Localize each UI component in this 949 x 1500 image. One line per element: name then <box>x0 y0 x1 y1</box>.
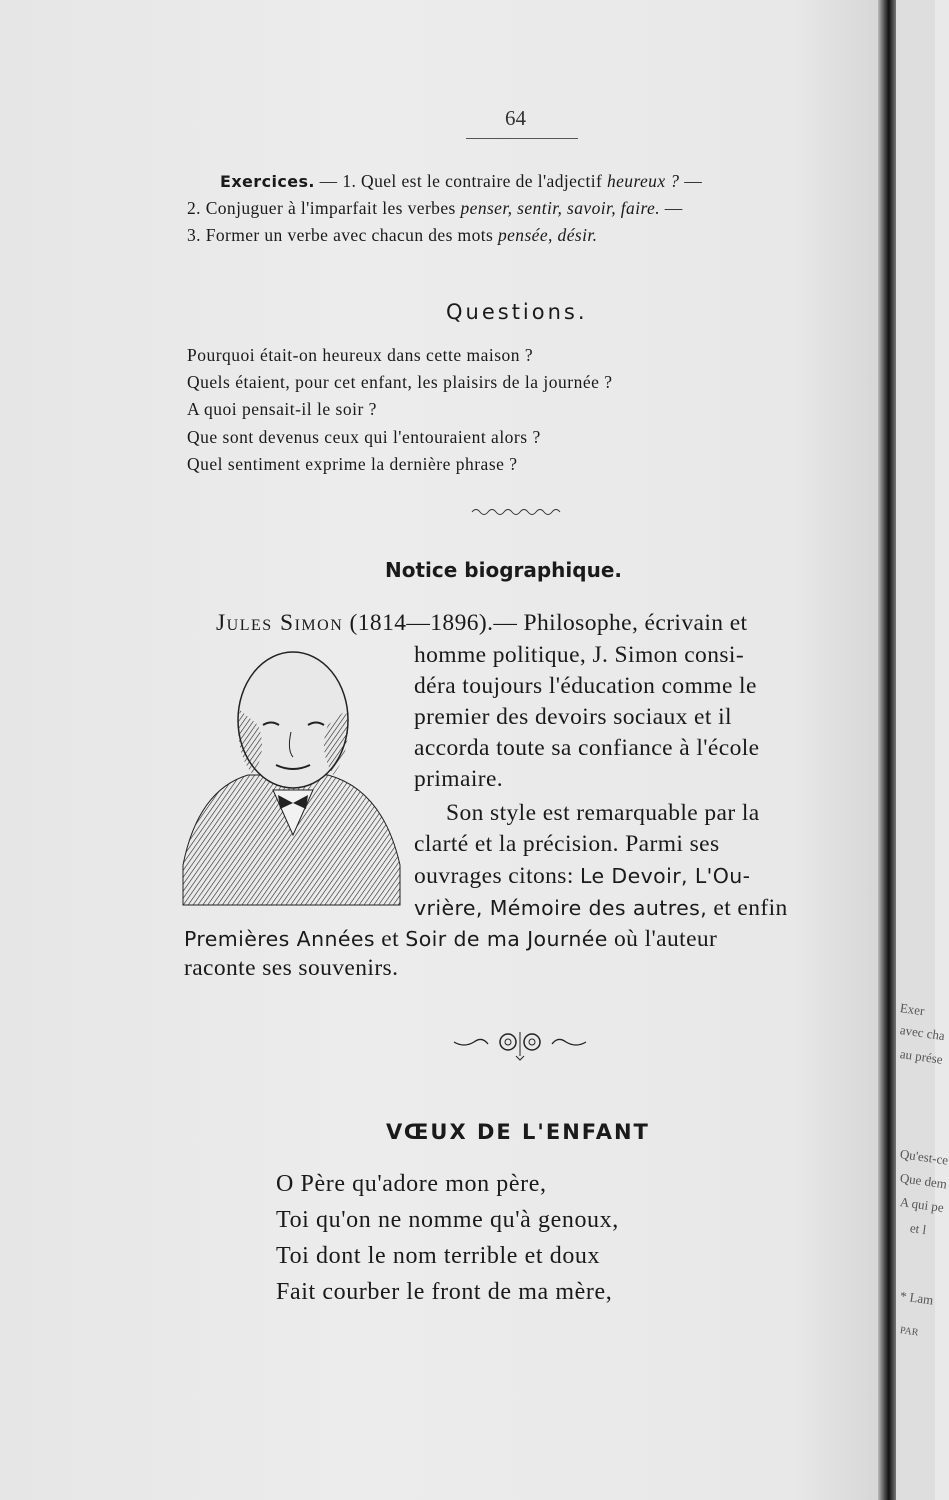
exercises-label: Exercices. <box>220 172 315 191</box>
notice-heading: Notice biographique. <box>385 558 622 582</box>
questions-heading: Questions. <box>446 300 588 324</box>
text: penser, sentir, savoir, faire. <box>460 198 660 218</box>
text: (1814—1896).— Philosophe, écrivain et <box>343 610 748 636</box>
bio-line: primaire. <box>414 766 504 792</box>
bleed-text: PAR <box>899 1325 920 1339</box>
question-item: Quels étaient, pour cet enfant, les plaisirs de la journée ? <box>187 372 613 392</box>
work-title: vrière, Mémoire des autres, <box>414 896 708 920</box>
text: — 1. Quel est le contraire de l'adjectif <box>314 171 607 191</box>
squiggle-divider <box>470 506 570 518</box>
text: — <box>659 198 683 218</box>
bleed-text: A qui pe <box>899 1194 945 1216</box>
author-portrait-engraving <box>178 640 403 905</box>
bleed-text: et l <box>909 1220 928 1238</box>
text: — <box>679 171 703 191</box>
work-title: Le Devoir, L'Ou- <box>580 864 751 888</box>
bleed-text: Qu'est-ce <box>899 1146 949 1168</box>
bleed-text: Que dem <box>899 1170 948 1192</box>
bio-line <box>184 926 717 953</box>
text: où l'auteur <box>607 926 718 952</box>
bio-line: premier des devoirs sociaux et il <box>414 704 732 730</box>
bio-line <box>414 863 750 890</box>
text: 2. Conjuguer à l'imparfait les verbes <box>187 198 461 218</box>
bio-line: clarté et la précision. Parmi ses <box>414 831 720 857</box>
exercise-line-1 <box>220 171 702 192</box>
poem-line: O Père qu'adore mon père, <box>276 1171 547 1197</box>
work-title: Premières Années <box>184 927 375 951</box>
poem-line: Toi qu'on ne nomme qu'à genoux, <box>276 1207 619 1233</box>
text: ouvrages citons: <box>414 863 581 889</box>
bio-line <box>216 610 747 637</box>
poem-line: Fait courber le front de ma mère, <box>276 1279 613 1305</box>
question-item: Que sont devenus ceux qui l'entouraient alors ? <box>187 427 541 447</box>
next-page-edge <box>896 0 949 1500</box>
text: pensée, désir. <box>497 225 598 245</box>
question-item: Quel sentiment exprime la dernière phrase ? <box>187 454 518 474</box>
bio-line: raconte ses souvenirs. <box>184 955 399 981</box>
text: 3. Former un verbe avec chacun des mots <box>187 225 498 245</box>
exercise-line-3 <box>187 225 597 246</box>
author-name: Jules Simon <box>216 610 344 636</box>
page-number: 64 <box>505 106 526 130</box>
bio-line: déra toujours l'éducation comme le <box>414 673 757 699</box>
work-title: Soir de ma Journée <box>405 927 608 951</box>
poem-line: Toi dont le nom terrible et doux <box>276 1243 601 1269</box>
bio-line: homme politique, J. Simon consi- <box>414 642 745 668</box>
bio-line: accorda toute sa confiance à l'école <box>414 735 760 761</box>
question-item: A quoi pensait-il le soir ? <box>187 399 377 419</box>
bio-line: Son style est remarquable par la <box>446 800 760 826</box>
bleed-text: Exer <box>899 1000 926 1019</box>
question-item: Pourquoi était-on heureux dans cette maison ? <box>187 345 534 365</box>
text: heureux ? <box>606 171 680 191</box>
poem-title: VŒUX DE L'ENFANT <box>386 1120 650 1144</box>
bleed-text: avec cha <box>899 1022 946 1044</box>
bio-line <box>414 895 788 922</box>
bleed-text: au prése <box>899 1046 944 1067</box>
exercise-line-2 <box>187 198 683 219</box>
page-number-rule <box>466 138 578 139</box>
text: et <box>374 926 406 952</box>
ornament-divider <box>450 1028 590 1062</box>
text: et enfin <box>707 895 788 921</box>
bleed-text: * Lam <box>899 1288 935 1308</box>
book-gutter <box>878 0 896 1500</box>
